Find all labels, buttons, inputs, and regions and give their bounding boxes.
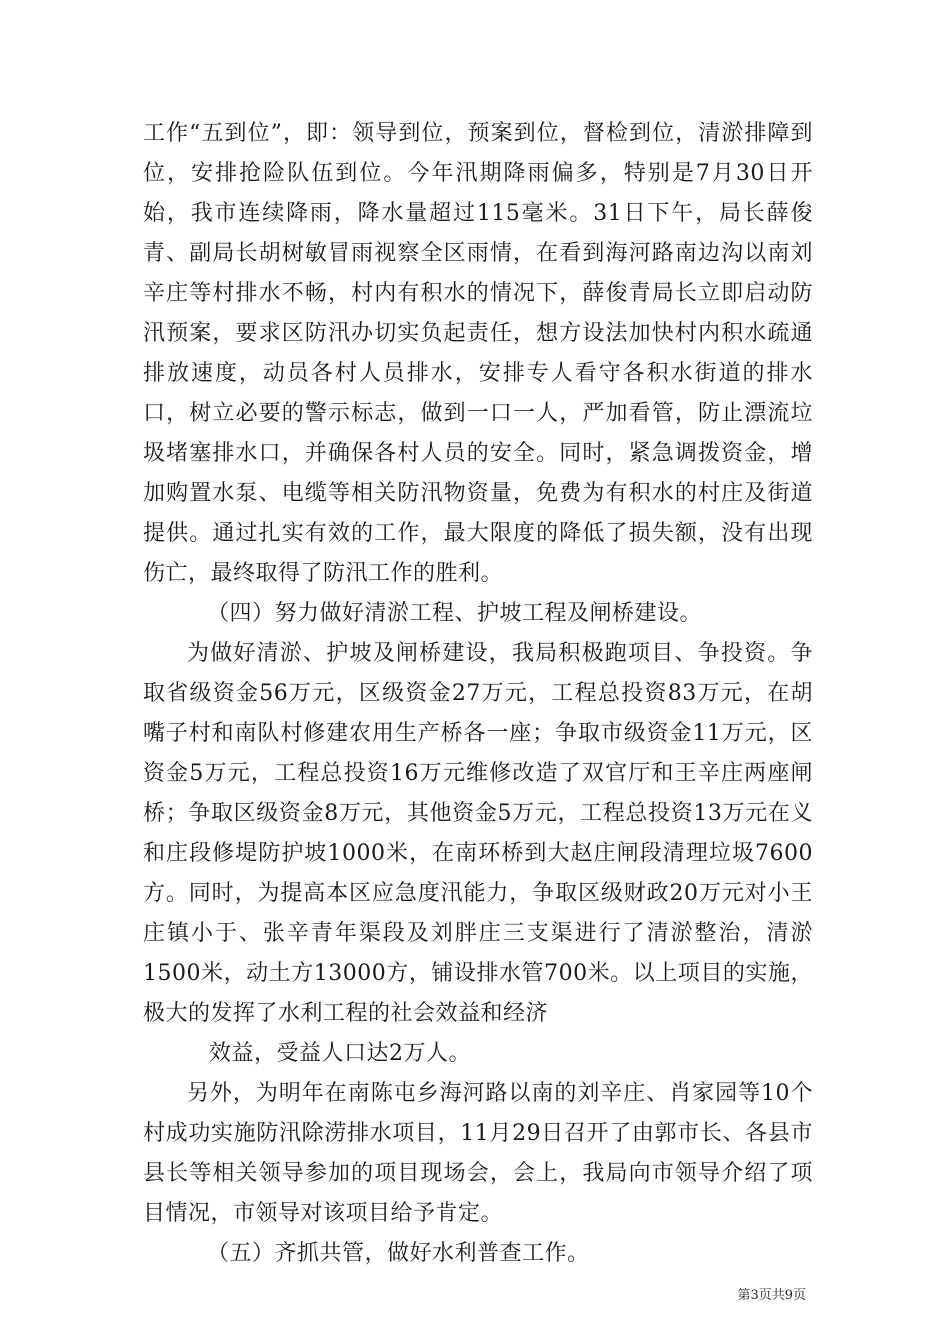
section-heading-five: （五）齐抓共管，做好水利普查工作。 <box>207 1241 590 1266</box>
paragraph-benefit-continuation: 效益，受益人口达2万人。 <box>209 1041 471 1066</box>
paragraph-dredging-projects: 为做好清淤、护坡及闸桥建设，我局积极跑项目、争投资。争取省级资金56万元，区级资金27万元，工程总投资83万元，在胡嘴子村和南队村修建农用生产桥各一座；争取市级资金11万元，区资金5万元，工程总投资16万元维修改造了双官厅和王辛庄两座闸桥；争取区级资金8万元，其他资金5万元，工程总投资13万元在义和庄段修堤防护坡1000米，在南环桥到大赵庄闸段清理垃圾7600方。同时，为提高本区应急度汛能力，争取区级财政20万元对小王庄镇小于、张辛青年渠段及刘胖庄三支渠进行了清淤整治，清淤1500米，动土方13000方，铺设排水管700米。以上项目的实施，极大的发挥了水利工程的社会效益和经济 <box>143 641 813 1026</box>
page-number-footer: 第3页共9页 <box>737 1288 806 1303</box>
section-heading-four: （四）努力做好清淤工程、护坡工程及闸桥建设。 <box>207 601 703 626</box>
paragraph-flood-control-summary: 工作“五到位”，即：领导到位，预案到位，督检到位，清淤排障到位，安排抢险队伍到位。今年汛期降雨偏多，特别是7月30日开始，我市连续降雨，降水量超过115毫米。31日下午，局长薛俊青、副局长胡树敏冒雨视察全区雨情，在看到海河路南边沟以南刘辛庄等村排水不畅，村内有积水的情况下，薛俊青局长立即启动防汛预案，要求区防汛办切实负起责任，想方设法加快村内积水疏通排放速度，动员各村人员排水，安排专人看守各积水街道的排水口，树立必要的警示标志，做到一口一人，严加看管，防止漂流垃圾堵塞排水口，并确保各村人员的安全。同时，紧急调拨资金，增加购置水泵、电缆等相关防汛物资量，免费为有积水的村庄及街道提供。通过扎实有效的工作，最大限度的降低了损失额，没有出现伤亡，最终取得了防汛工作的胜利。 <box>143 121 813 586</box>
document-body <box>143 114 813 1274</box>
paragraph-drainage-project-meeting: 另外，为明年在南陈屯乡海河路以南的刘辛庄、肖家园等10个村成功实施防汛除涝排水项目，11月29日召开了由郭市长、各县市县长等相关领导参加的项目现场会，会上，我局向市领导介绍了项目情况，市领导对该项目给予肯定。 <box>143 1081 813 1226</box>
